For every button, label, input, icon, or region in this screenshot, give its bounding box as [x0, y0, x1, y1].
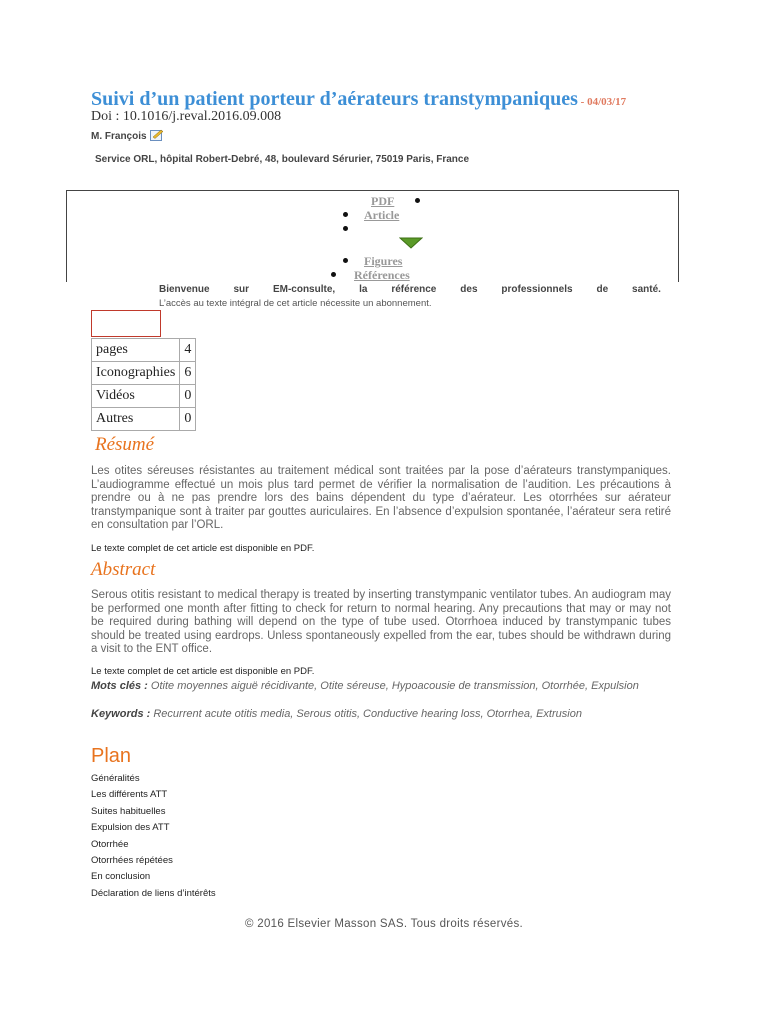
stats-table [91, 338, 196, 431]
stat-label: Autres [92, 408, 180, 431]
plan-item[interactable]: Généralités [91, 773, 140, 784]
stat-label: pages [92, 339, 180, 362]
plan-item[interactable]: En conclusion [91, 871, 151, 883]
keywords-fr-text: Otite moyennes aiguë récidivante, Otite séreuse, Hypoacousie de transmission, Otorrhée, Expulsion [147, 680, 639, 692]
article-date: - 04/03/17 [577, 96, 627, 108]
article-nav-box [66, 190, 679, 282]
table-row [92, 339, 196, 362]
plan-heading: Plan [91, 745, 132, 767]
stat-value: 4 [180, 339, 196, 362]
nav-link-references[interactable]: Références [354, 268, 410, 282]
welcome-word: référence [391, 284, 437, 295]
welcome-word: EM-consulte, [272, 284, 336, 295]
author-line [91, 129, 164, 144]
abstract-heading: Abstract [91, 559, 156, 580]
plan-item[interactable]: Les différents ATT [91, 789, 168, 801]
resume-pdf-note: Le texte complet de cet article est disponible en PDF. [91, 543, 315, 554]
keywords-en [91, 707, 671, 721]
table-row [92, 408, 196, 431]
table-row [92, 362, 196, 385]
stat-value: 6 [180, 362, 196, 385]
welcome-word: Bienvenue [159, 284, 210, 295]
keywords-en-text: Recurrent acute otitis media, Serous otitis, Conductive hearing loss, Otorrhea, Extrusion [150, 708, 582, 720]
welcome-line [159, 284, 661, 295]
abstract-text: Serous otitis resistant to medical therapy is treated by inserting transtympanic ventilator tubes. An audiogram may be performed one month after fitting to check for return to normal hearing. Any precautions that may or may not be required during bathing will depend on the type of tube used. Otorrhoea induced by transtympanic tubes should be treated using eardrops. Unless spontaneously expelled from the ear, tubes should be withdrawn during a visit to the ENT office. [91, 589, 671, 655]
plan-item[interactable]: Otorrhée [91, 838, 129, 850]
chevron-down-icon[interactable] [399, 236, 423, 254]
plan-item[interactable]: Otorrhées répétées [91, 854, 173, 866]
nav-bullet [331, 272, 336, 277]
affiliation: Service ORL, hôpital Robert-Debré, 48, boulevard Sérurier, 75019 Paris, France [95, 154, 470, 165]
plan-item[interactable]: Déclaration de liens d’intérêts [91, 887, 216, 899]
keywords-fr [91, 679, 671, 693]
author-name[interactable]: M. François [91, 131, 147, 142]
nav-bullet [343, 226, 348, 231]
keywords-en-label: Keywords : [91, 708, 151, 720]
resume-heading: Résumé [95, 434, 155, 455]
nav-link-article[interactable]: Article [364, 208, 400, 222]
nav-bullet [343, 212, 348, 217]
nav-bullet [415, 198, 420, 203]
stat-value: 0 [180, 385, 196, 408]
table-row [92, 385, 196, 408]
nav-link-figures[interactable]: Figures [364, 254, 403, 268]
abstract-pdf-note: Le texte complet de cet article est disponible en PDF. [91, 666, 315, 677]
plan-list [91, 773, 216, 904]
nav-bullet [343, 258, 348, 263]
welcome-word: de [596, 284, 609, 295]
copyright: © 2016 Elsevier Masson SAS. Tous droits réservés. [245, 918, 523, 930]
nav-link-pdf[interactable]: PDF [371, 194, 395, 208]
welcome-word: la [359, 284, 368, 295]
stat-label: Vidéos [92, 385, 180, 408]
plan-item[interactable]: Expulsion des ATT [91, 822, 170, 834]
article-title-text: Suivi d’un patient porteur d’aérateurs transtympaniques [91, 88, 578, 110]
plan-item[interactable]: Suites habituelles [91, 805, 166, 817]
stat-value: 0 [180, 408, 196, 431]
stat-label: Iconographies [92, 362, 180, 385]
article-doi: Doi : 10.1016/j.reval.2016.09.008 [91, 109, 282, 124]
article-title [91, 88, 626, 111]
welcome-word: des [460, 284, 478, 295]
resume-text: Les otites séreuses résistantes au traitement médical sont traitées par la pose d’aérateurs transtympaniques. L’audiogramme effectué un mois plus tard permet de vérifier la normalisation de l’audition. Les précautions à prendre ou à ne pas prendre lors des bains dépendent du type d’aérateur. Les otorrhées sur aérateur transtympanique sont à traiter par gouttes auriculaires. En l’absence d’expulsion spontanée, l’aérateur sera retiré en consultation par l’ORL. [91, 465, 671, 531]
login-box[interactable] [91, 310, 161, 337]
welcome-word: professionnels [501, 284, 573, 295]
keywords-fr-label: Mots clés : [91, 680, 148, 692]
welcome-word: sur [233, 284, 250, 295]
welcome-word: santé. [632, 284, 661, 295]
edit-icon[interactable] [150, 129, 164, 144]
access-notice: L’accès au texte intégral de cet article nécessite un abonnement. [159, 298, 432, 309]
